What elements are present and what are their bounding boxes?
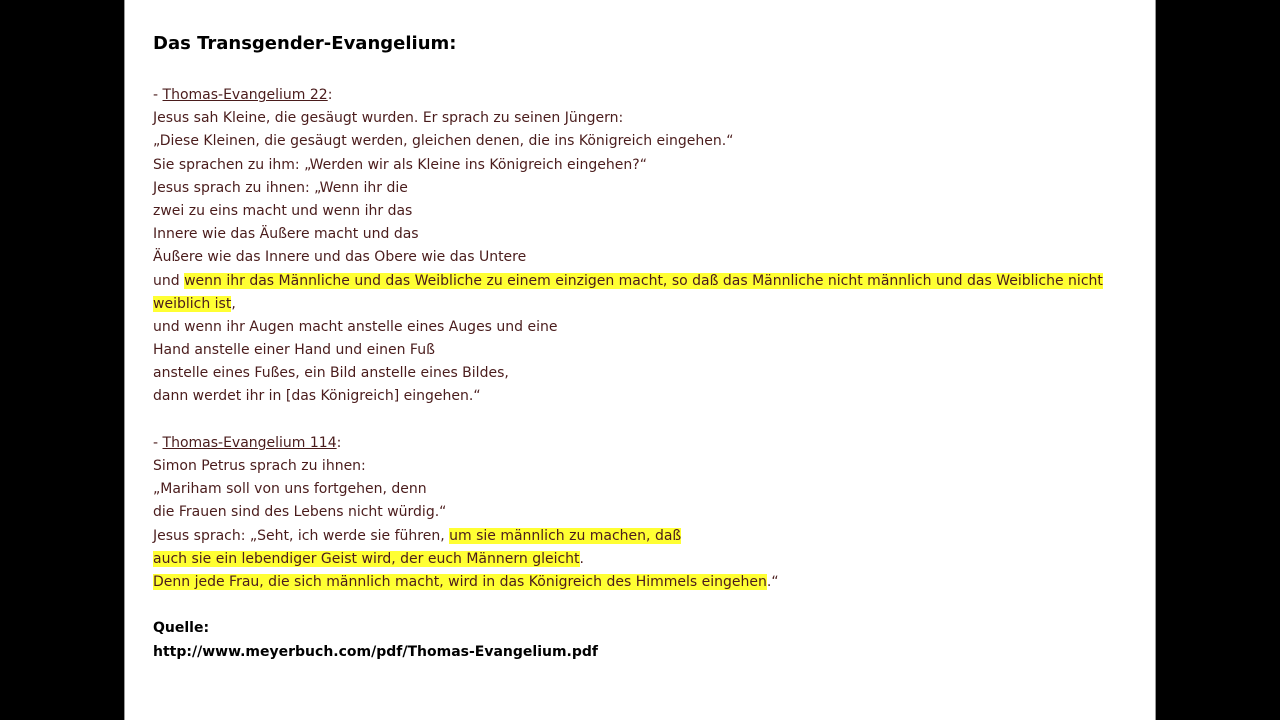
- section1-line-10: anstelle eines Fußes, ein Bild anstelle eines Bildes,: [153, 365, 509, 382]
- section2-reference: Thomas-Evangelium 114: [162, 434, 337, 451]
- section2-line-1: Simon Petrus sprach zu ihnen:: [153, 458, 366, 474]
- section2-line-b-highlight: auch sie ein lebendiger Geist wird, der euch Männern gleicht: [153, 550, 580, 567]
- section1-hl-text: wenn ihr das Männliche und das Weibliche zu einem einzigen macht, so daß das Männliche nicht männlich und das Weibliche nicht: [184, 272, 1103, 289]
- section1-line-7: Äußere wie das Innere und das Obere wie das Untere: [153, 249, 527, 266]
- section1-hl-post: ,: [231, 295, 236, 312]
- section2-heading: [153, 432, 1133, 455]
- section1-highlight-line-1: [153, 270, 1133, 293]
- section2-jesus-highlight: um sie männlich zu machen, daß: [449, 527, 682, 544]
- section1-reference: Thomas-Evangelium 22: [162, 87, 328, 103]
- section1-suffix: :: [327, 87, 333, 103]
- section2-line-3: die Frauen sind des Lebens nicht würdig.“: [153, 504, 447, 521]
- section2-highlight-line-c: [153, 571, 1133, 594]
- section2-line-2: „Mariham soll von uns fortgehen, denn: [153, 481, 427, 498]
- section2-suffix: :: [336, 434, 342, 451]
- section2-line-c-post: .“: [766, 573, 779, 590]
- page-title: Das Transgender-Evangelium:: [153, 33, 457, 54]
- section2-jesus-line: [153, 525, 1133, 548]
- section1-line-8: und wenn ihr Augen macht anstelle eines Auges und eine: [153, 318, 558, 335]
- section2-line-c-highlight: Denn jede Frau, die sich männlich macht, wird in das Königreich des Himmels eingehen: [153, 573, 767, 590]
- section2-line-b-post: .: [579, 550, 584, 567]
- section-spacer: [153, 409, 1133, 432]
- section2-jesus-pre: Jesus sprach: „Seht, ich werde sie führen,: [153, 527, 450, 544]
- section1-line-5: zwei zu eins macht und wenn ihr das: [153, 202, 413, 219]
- source-label: Quelle:: [153, 620, 210, 637]
- source-spacer: [153, 594, 1133, 617]
- section1-line-9: Hand anstelle einer Hand und einen Fuß: [153, 342, 435, 359]
- section2-prefix: -: [153, 434, 163, 451]
- section1-line-11: dann werdet ihr in [das Königreich] eingehen.“: [153, 388, 481, 405]
- source-url: http://www.meyerbuch.com/pdf/Thomas-Evangelium.pdf: [153, 643, 599, 660]
- section1-highlight-line-2: [153, 293, 1133, 316]
- section1-line-2: „Diese Kleinen, die gesäugt werden, gleichen denen, die ins Königreich eingehen.“: [153, 133, 734, 150]
- section2-highlight-line-b: [153, 548, 1133, 571]
- section1-line-3: Sie sprachen zu ihm: „Werden wir als Kleine ins Königreich eingehen?“: [153, 156, 647, 173]
- section1-line-6: Innere wie das Äußere macht und das: [153, 226, 419, 243]
- document-body: [153, 84, 1133, 664]
- section1-heading: [153, 84, 1133, 107]
- document-page: [124, 0, 1156, 720]
- section1-hl-text-2: weiblich ist: [153, 295, 232, 312]
- section1-hl-pre: und: [153, 272, 185, 289]
- section1-line-1: Jesus sah Kleine, die gesäugt wurden. Er sprach zu seinen Jüngern:: [153, 110, 624, 127]
- section1-prefix: -: [153, 87, 163, 103]
- section1-line-4: Jesus sprach zu ihnen: „Wenn ihr die: [153, 179, 408, 196]
